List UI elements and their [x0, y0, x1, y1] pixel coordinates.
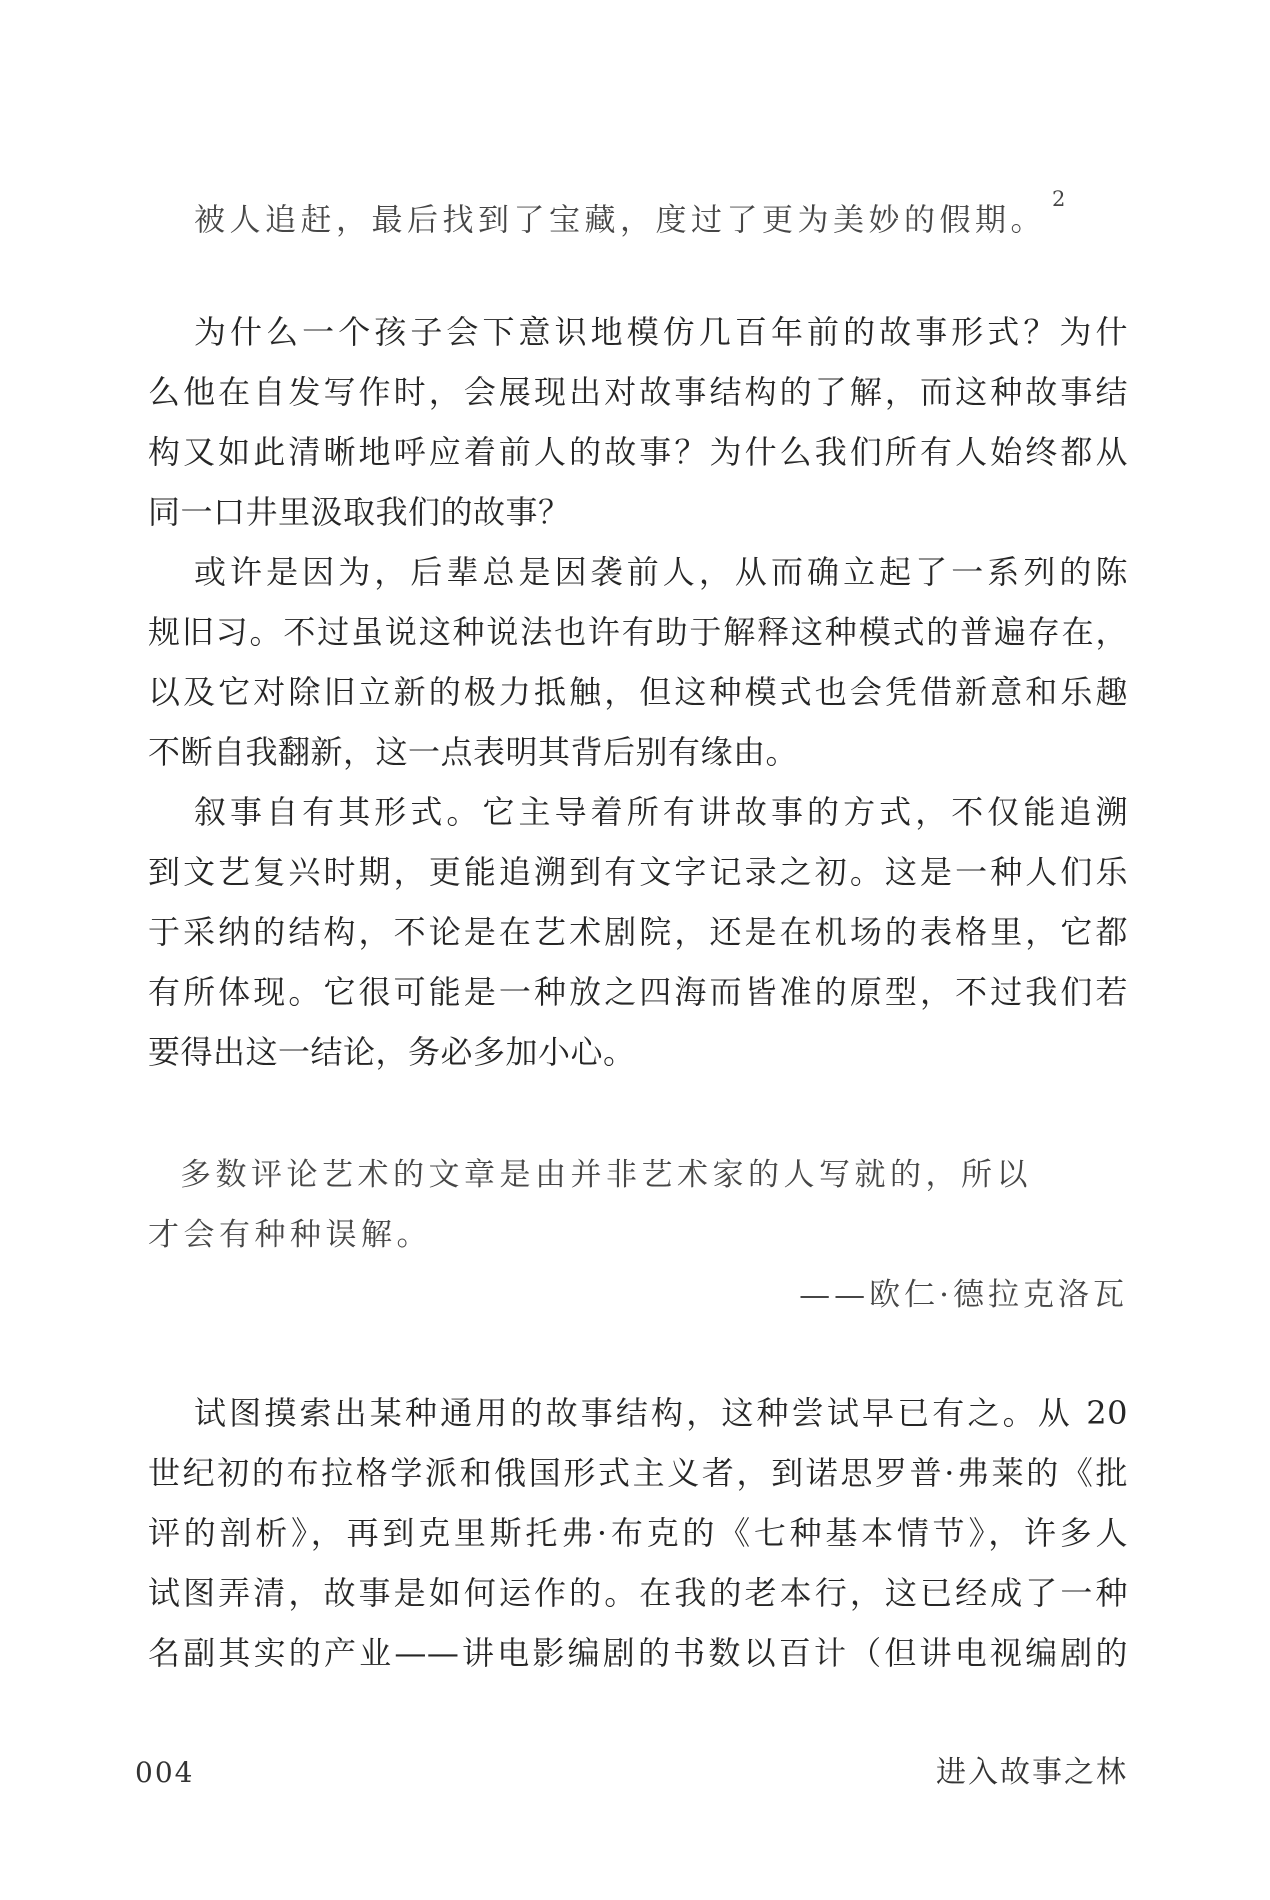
footnote-ref: 2	[1052, 187, 1066, 211]
epigraph-lines	[148, 1145, 1128, 1265]
paragraph	[148, 542, 1128, 782]
text-line: 到文艺复兴时期，更能追溯到有文字记录之初。这是一种人们乐	[148, 853, 1128, 891]
epigraph-block	[148, 1145, 1128, 1325]
text-line: 或许是因为，后辈总是因袭前人，从而确立起了一系列的陈	[194, 553, 1128, 591]
body-paragraphs-block-1	[148, 302, 1128, 1082]
paragraph	[148, 302, 1128, 542]
text-line: 同一口井里汲取我们的故事？	[148, 493, 571, 531]
text-line: 不断自我翻新，这一点表明其背后别有缘由。	[148, 733, 799, 771]
page-number: 004	[135, 1756, 195, 1789]
text-line: 要得出这一结论，务必多加小心。	[148, 1033, 636, 1071]
text-line: 名副其实的产业——讲电影编剧的书数以百计（但讲电视编剧的	[148, 1634, 1128, 1672]
body-paragraphs-block-2	[148, 1383, 1128, 1683]
text-line: 世纪初的布拉格学派和俄国形式主义者，到诺思罗普·弗莱的《批	[148, 1454, 1128, 1492]
epigraph-attribution: ——欧仁·德拉克洛瓦	[799, 1277, 1128, 1313]
text-line: 试图摸索出某种通用的故事结构，这种尝试早已有之。从 20	[194, 1394, 1128, 1432]
paragraph	[148, 1383, 1128, 1683]
text-line: 么他在自发写作时，会展现出对故事结构的了解，而这种故事结	[148, 373, 1128, 411]
page-footer	[135, 1743, 1128, 1803]
text-line: 叙事自有其形式。它主导着所有讲故事的方式，不仅能追溯	[194, 793, 1128, 831]
paragraph	[148, 1145, 1128, 1265]
text-line: 才会有种种误解。	[148, 1217, 432, 1253]
text-line: 规旧习。不过虽说这种说法也许有助于解释这种模式的普遍存在，	[148, 613, 1128, 651]
text-line: 试图弄清，故事是如何运作的。在我的老本行，这已经成了一种	[148, 1574, 1128, 1612]
text-line: 构又如此清晰地呼应着前人的故事？为什么我们所有人始终都从	[148, 433, 1128, 471]
text-line: 评的剖析》，再到克里斯托弗·布克的《七种基本情节》，许多人	[148, 1514, 1128, 1552]
paragraph	[148, 782, 1128, 1082]
quote-continuation-line	[148, 182, 1174, 242]
text-line: 为什么一个孩子会下意识地模仿几百年前的故事形式？为什	[194, 313, 1128, 351]
quote-continuation-text: 被人追赶，最后找到了宝藏，度过了更为美妙的假期。	[194, 202, 1046, 239]
running-title: 进入故事之林	[936, 1755, 1128, 1790]
text-line: 以及它对除旧立新的极力抵触，但这种模式也会凭借新意和乐趣	[148, 673, 1128, 711]
text-line: 于采纳的结构，不论是在艺术剧院，还是在机场的表格里，它都	[148, 913, 1128, 951]
text-line: 多数评论艺术的文章是由并非艺术家的人写就的，所以	[180, 1157, 1032, 1193]
text-line: 有所体现。它很可能是一种放之四海而皆准的原型，不过我们若	[148, 973, 1128, 1011]
